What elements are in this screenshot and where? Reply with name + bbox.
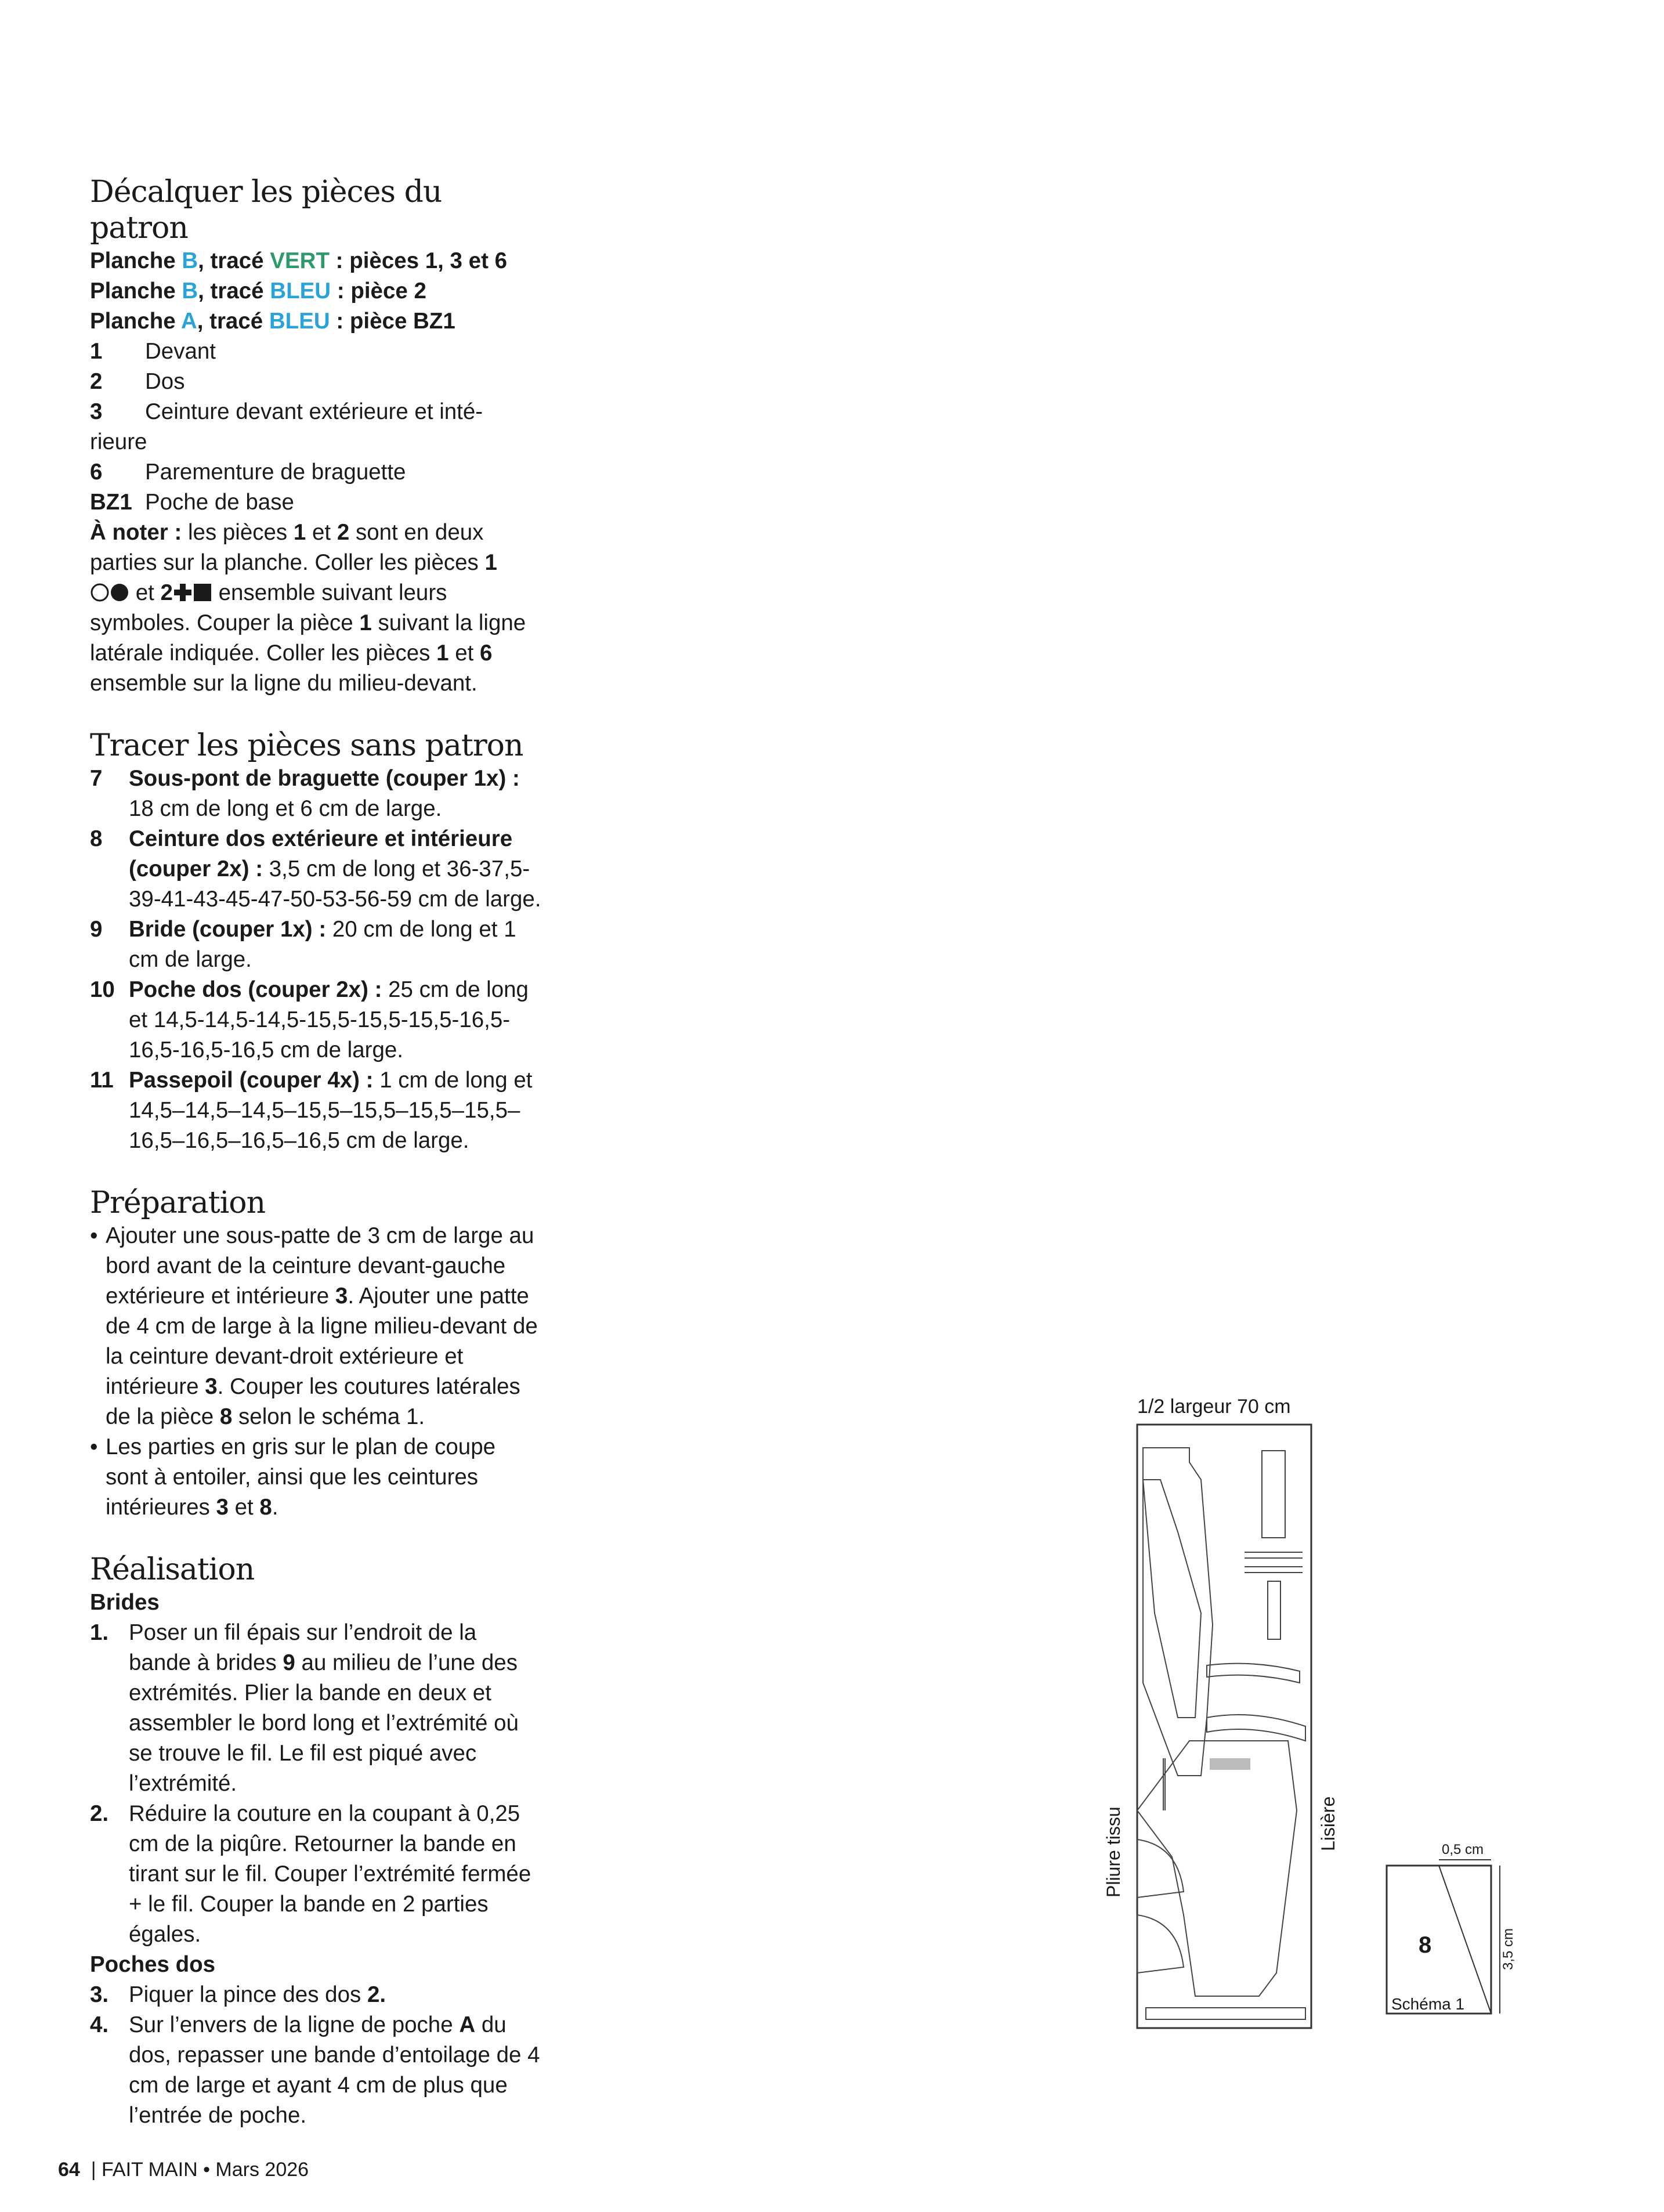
subheading-poches-dos: Poches dos [90,1952,216,1977]
schema-piece-number: 8 [1419,1932,1432,1958]
schema-1-diagram [1375,1837,1514,2022]
page-footer: 64 | FAIT MAIN • Mars 2026 [58,2159,309,2181]
interfacing-area [1210,1758,1250,1770]
section-title-realisation: Réalisation [90,1552,255,1587]
piece-row-continued: rieure [90,429,147,454]
tracer-item-10: 10 Poche dos (couper 2x) : 25 cm de long et 14,5-14,5-14,5-15,5-15,5-15,5-16,5-16,5-16,5-16,5 cm de large. [90,977,529,1062]
planche-line-2: Planche B, tracé BLEU : pièce 2 [90,279,426,303]
bullet-item: • Les parties en gris sur le plan de coupe sont à entoiler, ainsi que les ceintures intérieures 3 et 8. [90,1434,496,1520]
circle-open-icon [90,583,110,602]
tracer-item-7: 7 Sous-pont de braguette (couper 1x) : 18 cm de long et 6 cm de large. [90,766,520,821]
selvage-label: Lisière [1318,1796,1339,1851]
step-4: 4. Sur l’envers de la ligne de poche A du dos, repasser une bande d’entoilage de 4 cm de large et ayant 4 cm de plus que l’entrée de poche. [90,2012,540,2128]
issue-date: Mars 2026 [215,2159,309,2181]
step-2: 2. Réduire la couture en la coupant à 0,25 cm de la piqûre. Retourner la bande en tirant sur le fil. Couper l’extrémité fermée + le fil. Couper la bande en 2 parties égales. [90,1801,531,1947]
section-title-decalquer: Décalquer les pièces du patron [90,175,442,245]
piece-row: 2 Dos [90,369,185,394]
piece-row: 1 Devant [90,339,216,364]
column-1 [90,174,542,2131]
square-filled-icon [193,583,212,602]
layout-width-label: 1/2 largeur 70 cm [1137,1396,1291,1418]
fold-label: Pliure tissu [1103,1806,1124,1897]
tracer-item-11: 11 Passepoil (couper 4x) : 1 cm de long et 14,5–14,5–14,5–15,5–15,5–15,5–15,5–16,5–16,5–16,5–16,5 cm de large. [90,1068,533,1153]
tracer-item-8: 8 Ceinture dos extérieure et intérieure (couper 2x) : 3,5 cm de long et 36-37,5-39-41-43-45-47-50-53-56-59 cm de large. [90,826,541,912]
circle-filled-icon [110,583,129,602]
planche-line-1: Planche B, tracé VERT : pièces 1, 3 et 6 [90,248,508,273]
subheading-brides: Brides [90,1590,160,1615]
piece-row: 6 Parementure de braguette [90,460,406,485]
section-title-preparation: Préparation [90,1185,266,1220]
tracer-item-9: 9 Bride (couper 1x) : 20 cm de long et 1 cm de large. [90,917,516,972]
piece-row: BZ1 Poche de base [90,490,294,515]
piece-row: 3 Ceinture devant extérieure et inté- [90,399,483,424]
cutting-layout-diagram [1102,1393,1339,2037]
cross-icon [173,583,193,602]
step-3: 3. Piquer la pince des dos 2. [90,1982,386,2007]
schema-label: Schéma 1 [1391,1995,1465,2013]
pattern-pieces [1137,1448,1305,2019]
section-title-tracer: Tracer les pièces sans patron [90,728,523,763]
bullet-item: • Ajouter une sous-patte de 3 cm de large au bord avant de la ceinture devant-gauche extérieure et intérieure 3. Ajouter une patte de 4 cm de large à la ligne milieu-devant de la ceinture devant-droit extérieure et intérieure 3. Couper les coutures latérales de la pièce 8 selon le schéma 1. [90,1223,538,1429]
step-1: 1. Poser un fil épais sur l’endroit de la bande à brides 9 au milieu de l’une des extrémités. Plier la bande en deux et assembler le bord long et l’extrémité où se trouve le fil. Le fil est piqué avec l’extrémité. [90,1620,519,1796]
page-number: 64 [58,2159,80,2181]
note-paragraph: À noter : les pièces 1 et 2 sont en deux parties sur la planche. Coller les pièces 1 et 2 ensemble suivant leurs symboles. Couper la pièce 1 suivant la ligne latérale indiquée. Coller les pièces 1 et 6 ensemble sur la ligne du milieu-devant. [90,520,526,696]
magazine-name: FAIT MAIN [102,2159,198,2181]
schema-side-dim: 3,5 cm [1500,1928,1516,1970]
planche-line-3: Planche A, tracé BLEU : pièce BZ1 [90,309,455,334]
schema-top-dim: 0,5 cm [1442,1842,1484,1857]
